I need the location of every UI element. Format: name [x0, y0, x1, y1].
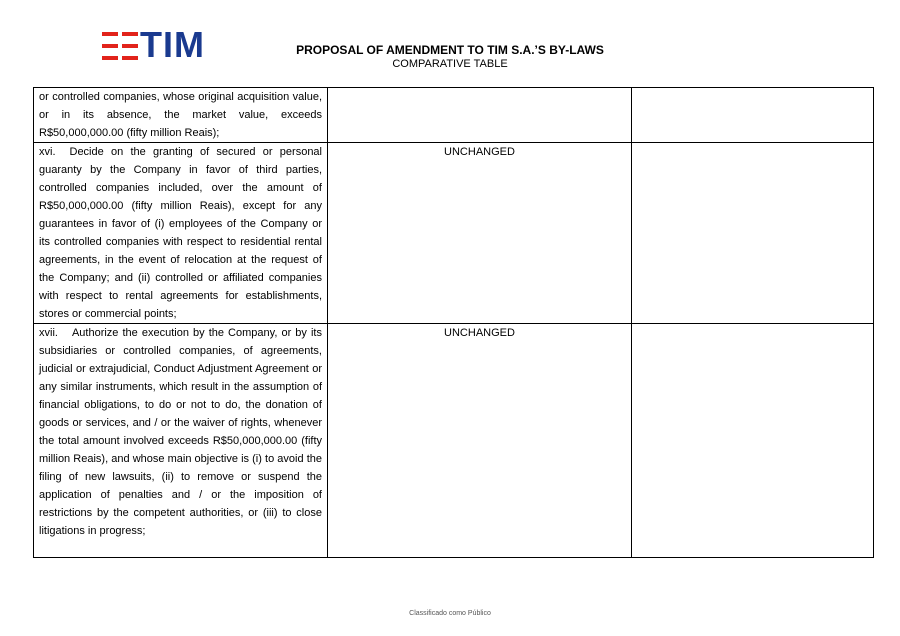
- item-text: or controlled companies, whose original acquisition value, or in its absence, the market value, exceeds R$50,000,000.00 (fifty million Reais);: [39, 91, 322, 139]
- current-text-cell: [34, 88, 328, 143]
- comments-cell: [632, 324, 874, 558]
- logo-text: TIM: [140, 24, 205, 65]
- proposed-text-cell: [328, 324, 632, 558]
- table-row: [34, 324, 874, 558]
- item-number: xvi.: [39, 146, 56, 158]
- item-text: Authorize the execution by the Company, or by its subsidiaries or controlled companies, of agreements, judicial or extrajudicial, Conduct Adjustment Agreement or any similar instruments, which result in the assumption of financial obligations, to do or not to do, the donation of goods or services, and / or the waiver of rights, whenever the total amount involved exceeds R$50,000,000.00 (fifty million Reais), and whose main objective is (i) to avoid the filing of new lawsuits, (ii) to remove or suspend the application of penalties and / or the imposition of restrictions by the competent authorities, or (iii) to close litigations in progress;: [39, 327, 322, 537]
- document-title: PROPOSAL OF AMENDMENT TO TIM S.A.’S BY-LAWS: [296, 43, 604, 57]
- comments-cell: [632, 88, 874, 143]
- comparative-table: [33, 87, 874, 558]
- current-text-cell: [34, 324, 328, 558]
- proposed-text-cell: [328, 143, 632, 324]
- document-subtitle: COMPARATIVE TABLE: [392, 58, 508, 70]
- current-text-cell: [34, 143, 328, 324]
- comments-cell: [632, 143, 874, 324]
- tim-logo: [102, 24, 212, 65]
- tim-bars-icon: [102, 31, 138, 61]
- proposed-text-cell: [328, 88, 632, 143]
- proposed-status: UNCHANGED: [444, 146, 515, 158]
- item-text: Decide on the granting of secured or personal guaranty by the Company in favor of third parties, controlled companies included, over the amount of R$50,000,000.00 (fifty million Reais), except for any guarantees in favor of (i) employees of the Company or its controlled companies with respect to residential rental agreements, in the event of relocation at the request of the Company; and (ii) controlled or affiliated companies with respect to rental agreements for establishments, stores or commercial points;: [39, 146, 322, 320]
- classification-footer: Classificado como Público: [409, 610, 491, 617]
- table-row: [34, 143, 874, 324]
- item-number: xvii.: [39, 327, 58, 339]
- proposed-status: UNCHANGED: [444, 327, 515, 339]
- table-row: [34, 88, 874, 143]
- document-header: [240, 43, 660, 71]
